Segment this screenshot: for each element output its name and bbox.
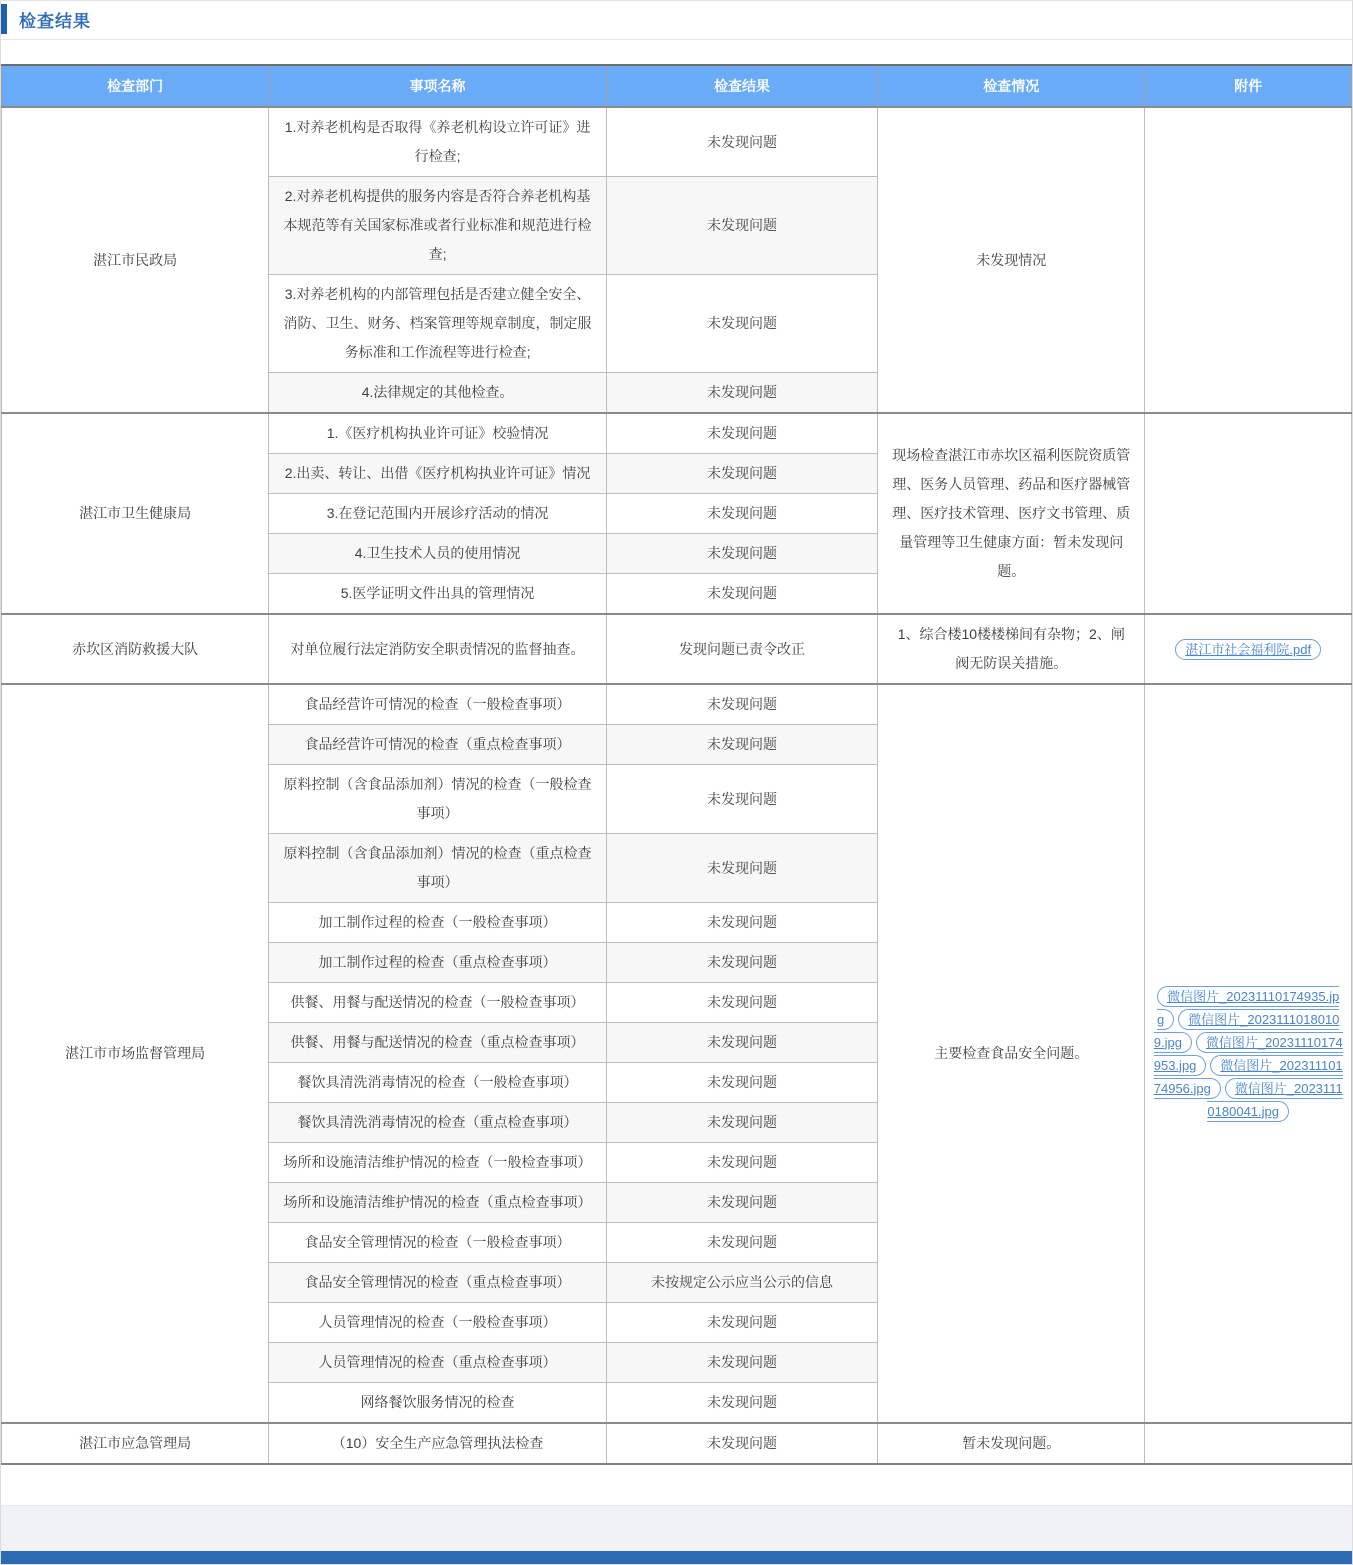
result-cell: 未发现问题 [606, 1223, 877, 1263]
attachment-link[interactable]: 湛江市社会福利院.pdf [1175, 639, 1321, 660]
col-header-situation: 检查情况 [878, 65, 1145, 107]
attachment-link[interactable]: 微信图片_20231110180041.jpg [1207, 1078, 1342, 1122]
inspection-results-table-wrap [1, 64, 1352, 1465]
result-cell: 发现问题已责令改正 [606, 614, 877, 684]
department-cell: 湛江市应急管理局 [2, 1423, 269, 1464]
item-name-cell: 食品经营许可情况的检查（一般检查事项） [269, 684, 607, 725]
result-cell: 未发现问题 [606, 684, 877, 725]
table-row [2, 614, 1352, 684]
result-cell: 未发现问题 [606, 1423, 877, 1464]
item-name-cell: 供餐、用餐与配送情况的检查（一般检查事项） [269, 983, 607, 1023]
item-name-cell: 食品安全管理情况的检查（一般检查事项） [269, 1223, 607, 1263]
item-name-cell: 餐饮具清洗消毒情况的检查（一般检查事项） [269, 1063, 607, 1103]
item-name-cell: 2.出卖、转让、出借《医疗机构执业许可证》情况 [269, 454, 607, 494]
result-cell: 未发现问题 [606, 454, 877, 494]
item-name-cell: 场所和设施清洁维护情况的检查（重点检查事项） [269, 1183, 607, 1223]
result-cell: 未发现问题 [606, 413, 877, 454]
attachment-link[interactable]: 微信图片_20231110174935.jpg [1157, 986, 1339, 1030]
result-cell: 未发现问题 [606, 107, 877, 177]
item-name-cell: 场所和设施清洁维护情况的检查（一般检查事项） [269, 1143, 607, 1183]
result-cell: 未发现问题 [606, 1023, 877, 1063]
result-cell: 未发现问题 [606, 983, 877, 1023]
situation-cell: 主要检查食品安全问题。 [878, 684, 1145, 1423]
page-title: 检查结果 [19, 11, 91, 31]
result-cell: 未发现问题 [606, 1383, 877, 1424]
table-row [2, 107, 1352, 177]
result-cell: 未发现问题 [606, 1303, 877, 1343]
table-body [2, 107, 1352, 1464]
attachment-link[interactable]: 微信图片_20231110174953.jpg [1154, 1032, 1343, 1076]
item-name-cell: 加工制作过程的检查（重点检查事项） [269, 943, 607, 983]
section-header [1, 1, 1352, 40]
item-name-cell: 原料控制（含食品添加剂）情况的检查（一般检查事项） [269, 765, 607, 834]
result-cell: 未发现问题 [606, 177, 877, 275]
attachment-cell [1145, 107, 1352, 413]
inspection-results-table [1, 64, 1352, 1465]
item-name-cell: 食品安全管理情况的检查（重点检查事项） [269, 1263, 607, 1303]
department-cell: 湛江市卫生健康局 [2, 413, 269, 614]
page-footer [1, 1484, 1352, 1564]
result-cell: 未发现问题 [606, 834, 877, 903]
result-cell: 未发现问题 [606, 765, 877, 834]
table-row [2, 413, 1352, 454]
situation-cell: 未发现情况 [878, 107, 1145, 413]
result-cell: 未发现问题 [606, 1103, 877, 1143]
attachment-link[interactable]: 微信图片_20231110180109.jpg [1154, 1009, 1340, 1053]
result-cell: 未发现问题 [606, 1343, 877, 1383]
table-header-row [2, 65, 1352, 107]
item-name-cell: 网络餐饮服务情况的检查 [269, 1383, 607, 1424]
result-cell: 未发现问题 [606, 725, 877, 765]
result-cell: 未按规定公示应当公示的信息 [606, 1263, 877, 1303]
col-header-attachment: 附件 [1145, 65, 1352, 107]
item-name-cell: 5.医学证明文件出具的管理情况 [269, 574, 607, 615]
department-cell: 湛江市民政局 [2, 107, 269, 413]
situation-cell: 1、综合楼10楼楼梯间有杂物；2、闸阀无防误关措施。 [878, 614, 1145, 684]
item-name-cell: 1.对养老机构是否取得《养老机构设立许可证》进行检查; [269, 107, 607, 177]
table-row [2, 684, 1352, 725]
table-row [2, 1423, 1352, 1464]
item-name-cell: 人员管理情况的检查（重点检查事项） [269, 1343, 607, 1383]
result-cell: 未发现问题 [606, 574, 877, 615]
item-name-cell: 1.《医疗机构执业许可证》校验情况 [269, 413, 607, 454]
item-name-cell: 人员管理情况的检查（一般检查事项） [269, 1303, 607, 1343]
item-name-cell: 2.对养老机构提供的服务内容是否符合养老机构基本规范等有关国家标准或者行业标准和规范进行检查; [269, 177, 607, 275]
situation-cell: 现场检查湛江市赤坎区福利医院资质管理、医务人员管理、药品和医疗器械管理、医疗技术管理、医疗文书管理、质量管理等卫生健康方面：暂未发现问题。 [878, 413, 1145, 614]
attachment-cell [1145, 614, 1352, 684]
item-name-cell: 供餐、用餐与配送情况的检查（重点检查事项） [269, 1023, 607, 1063]
result-cell: 未发现问题 [606, 903, 877, 943]
department-cell: 赤坎区消防救援大队 [2, 614, 269, 684]
footer-bottom-bar [1, 1551, 1352, 1564]
attachment-cell [1145, 413, 1352, 614]
attachment-link[interactable]: 微信图片_20231110174956.jpg [1154, 1055, 1343, 1099]
result-cell: 未发现问题 [606, 1143, 877, 1183]
item-name-cell: 4.卫生技术人员的使用情况 [269, 534, 607, 574]
result-cell: 未发现问题 [606, 534, 877, 574]
item-name-cell: 加工制作过程的检查（一般检查事项） [269, 903, 607, 943]
item-name-cell: 3.在登记范围内开展诊疗活动的情况 [269, 494, 607, 534]
result-cell: 未发现问题 [606, 1063, 877, 1103]
item-name-cell: （10）安全生产应急管理执法检查 [269, 1423, 607, 1464]
result-cell: 未发现问题 [606, 373, 877, 414]
item-name-cell: 4.法律规定的其他检查。 [269, 373, 607, 414]
item-name-cell: 原料控制（含食品添加剂）情况的检查（重点检查事项） [269, 834, 607, 903]
footer-band [1, 1505, 1352, 1551]
item-name-cell: 3.对养老机构的内部管理包括是否建立健全安全、消防、卫生、财务、档案管理等规章制度，制定服务标准和工作流程等进行检查; [269, 275, 607, 373]
result-cell: 未发现问题 [606, 1183, 877, 1223]
attachment-cell [1145, 1423, 1352, 1464]
result-cell: 未发现问题 [606, 275, 877, 373]
item-name-cell: 食品经营许可情况的检查（重点检查事项） [269, 725, 607, 765]
item-name-cell: 对单位履行法定消防安全职责情况的监督抽查。 [269, 614, 607, 684]
result-cell: 未发现问题 [606, 494, 877, 534]
col-header-result: 检查结果 [606, 65, 877, 107]
result-cell: 未发现问题 [606, 943, 877, 983]
item-name-cell: 餐饮具清洗消毒情况的检查（重点检查事项） [269, 1103, 607, 1143]
attachment-cell [1145, 684, 1352, 1423]
footer-gap [1, 1484, 1352, 1505]
department-cell: 湛江市市场监督管理局 [2, 684, 269, 1423]
col-header-department: 检查部门 [2, 65, 269, 107]
col-header-item-name: 事项名称 [269, 65, 607, 107]
situation-cell: 暂未发现问题。 [878, 1423, 1145, 1464]
